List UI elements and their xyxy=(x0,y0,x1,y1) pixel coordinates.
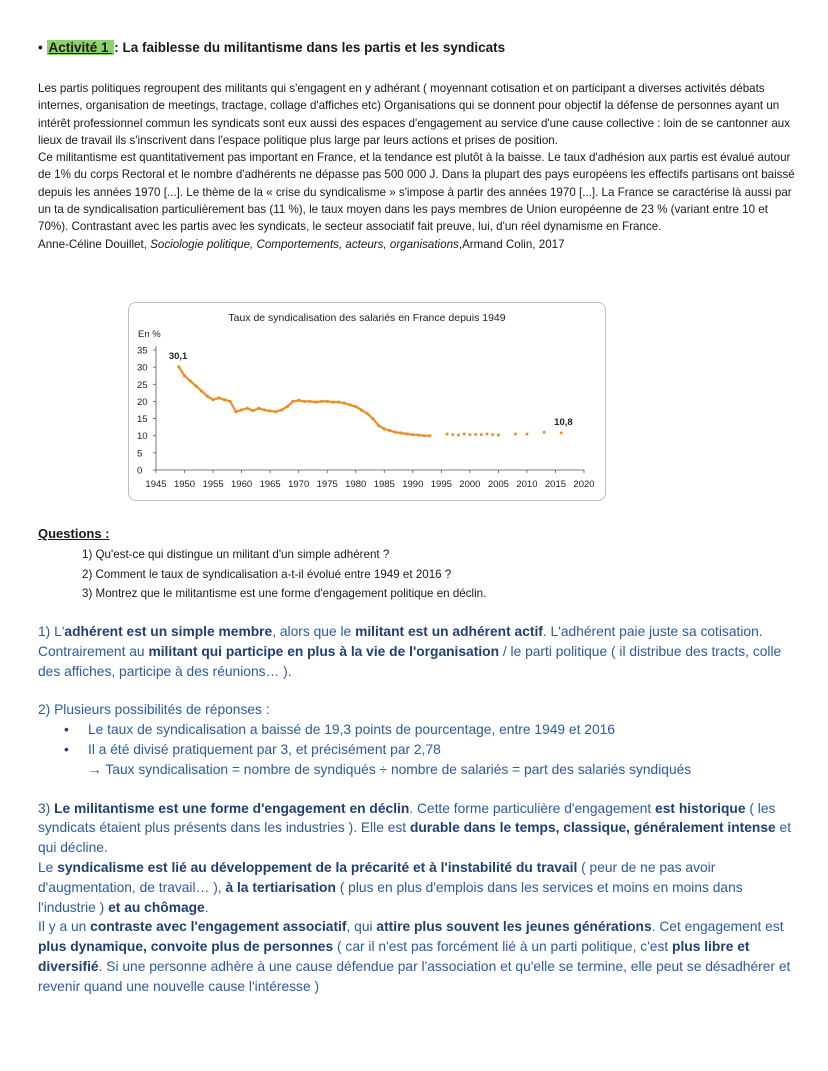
answer-2-list xyxy=(38,720,798,760)
intro-paragraph-1: Les partis politiques regroupent des militants qui s'engagent en y adhérant ( moyennant cotisation et on participant a diverses activités débats internes, organisation de meetings, tractage, collage d'affiches etc) Organisations qui se donnent pour objectif la défense de personnes ayant un intérêt professionnel commun les syndicats sont eux aussi des espaces d'engagement au service d'une cause collective : loin de se cantonner aux lieux de travail ils s'inscrivent dans l'espace politique plus large par leurs actions et prises de position. xyxy=(38,82,791,147)
data-label: 10,8 xyxy=(554,416,573,428)
answer-3c-bold-run: attire plus souvent les jeunes générations xyxy=(376,919,652,935)
x-tick-label: 1985 xyxy=(373,479,395,490)
answer-1-bold-run: adhérent est un simple membre xyxy=(64,624,273,639)
answer-3b-bold-run: syndicalisme est lié au développement de la précarité et à l'instabilité du travail xyxy=(57,859,578,875)
answer-2-formula: → Taux syndicalisation = nombre de syndiqués ÷ nombre de salariés = part des salariés syndiqués xyxy=(88,761,692,777)
data-point xyxy=(400,431,403,434)
x-tick-label: 2020 xyxy=(573,479,595,490)
answer-3b-run: Le xyxy=(38,859,58,875)
y-tick-label: 30 xyxy=(137,362,148,374)
data-point xyxy=(543,431,546,434)
data-point xyxy=(468,433,471,436)
x-tick-label: 1950 xyxy=(173,479,196,490)
data-point xyxy=(183,374,186,377)
answer-3-run: 3) xyxy=(38,800,55,816)
source-author: Anne-Céline Douillet, xyxy=(38,237,151,251)
data-point xyxy=(514,433,517,436)
data-point xyxy=(291,400,294,403)
answer-1-run: / le parti politique ( il distribue des tracts, colle des affiches, participe à des réunions… ). xyxy=(38,643,782,679)
data-point xyxy=(217,396,220,399)
data-point xyxy=(525,433,528,436)
y-tick-label: 5 xyxy=(137,448,143,460)
x-tick-label: 1975 xyxy=(316,479,338,490)
data-point xyxy=(206,395,209,398)
data-point xyxy=(246,407,249,410)
intro-text xyxy=(38,80,798,253)
answer-3-bold-run: durable dans le temps, classique, généralement intense xyxy=(409,820,776,836)
source-title: Sociologie politique, Comportements, acteurs, organisations xyxy=(150,237,459,251)
answer-3b-run: . xyxy=(204,899,209,915)
x-tick-label: 2000 xyxy=(459,479,481,490)
data-point xyxy=(223,398,226,401)
x-tick-label: 1945 xyxy=(145,479,167,490)
chart-svg xyxy=(129,303,605,500)
data-point xyxy=(200,390,203,393)
data-point xyxy=(497,434,500,437)
data-point xyxy=(314,401,317,404)
data-point xyxy=(405,432,408,435)
activity-title xyxy=(38,40,505,55)
y-tick-label: 35 xyxy=(137,345,148,357)
answer-3b-run: ( plus en plus d'emplois dans les services et moins en moins dans l'industrie ) xyxy=(38,879,743,915)
data-point xyxy=(337,401,340,404)
answer-1-run: . L'adhérent paie juste sa cotisation. Contrairement au xyxy=(38,624,763,659)
data-point xyxy=(354,405,357,408)
data-point xyxy=(428,434,431,437)
activity-label: Activité 1 xyxy=(48,40,113,55)
answer-3c-run: . Si une personne adhère à une cause défendue par l'association et qu'elle se termine, elle peut se désadhérer et revenir quand une nouvelle cause l'intéresse ) xyxy=(38,958,791,994)
data-point xyxy=(308,400,311,403)
data-point xyxy=(366,412,369,415)
source-citation xyxy=(38,236,798,253)
x-tick-label: 1970 xyxy=(288,479,310,490)
answer-2-bullet: • Le taux de syndicalisation a baissé de 19,3 points de pourcentage, entre 1949 et 2016 xyxy=(88,720,798,740)
title-bullet: • xyxy=(38,40,43,55)
answer-3b-bold-run: et au chômage xyxy=(108,899,205,915)
answer-3-bold-run: Le militantisme est une forme d'engagement en déclin xyxy=(54,800,410,816)
data-point xyxy=(474,433,477,436)
data-point xyxy=(263,408,266,411)
data-point xyxy=(229,400,232,403)
answer-3b-run: ( peur de ne pas avoir d'augmentation, de travail… ), xyxy=(38,859,716,895)
answer-3c-run: , qui xyxy=(346,919,377,935)
answer-3-paragraph-3 xyxy=(38,917,798,996)
data-point xyxy=(177,365,180,368)
data-point xyxy=(189,379,192,382)
answer-1 xyxy=(38,622,798,681)
answer-3-paragraph-2 xyxy=(38,858,798,917)
y-axis-label: En % xyxy=(138,329,161,340)
answer-1-run: , alors que le xyxy=(272,624,356,639)
data-point xyxy=(446,433,449,436)
answer-3-run: ( les syndicats étaient plus présents dans les industries ). Elle est xyxy=(38,800,776,836)
intro-paragraph-2: Ce militantisme est quantitativement pas important en France, et la tendance est plutôt à la baisse. Le taux d'adhésion aux partis est évalué autour de 1% du corps Rectoral et le nombre d'adhérents ne dépasse pas 500 000 J. Dans la plupart des pays européens les effectifs partisans ont baissé depuis les années 1970 [...]. Le thème de la « crise du syndicalisme » s'impose à partir des années 1970 [...]. La France se caractérise là aussi par un ta de syndicalisation particulièrement bas (11 %), le taux moyen dans les pays membres de Union européenne de 23 % (variant entre 10 et 70%). Contrastant avec les partis avec les syndicats, le secteur associatif fait preuve, lui, d'un réel dynamisme en France. xyxy=(38,151,795,234)
answer-3-run: et qui décline. xyxy=(38,820,792,856)
y-tick-label: 0 xyxy=(137,465,143,477)
answer-3c-bold-run: plus dynamique, convoite plus de personnes xyxy=(38,939,334,955)
question-item: 1) Qu'est-ce qui distingue un militant d'un simple adhérent ? xyxy=(82,548,390,561)
data-point xyxy=(234,410,237,413)
answers-section xyxy=(38,622,798,997)
data-point xyxy=(240,408,243,411)
x-tick-label: 2005 xyxy=(487,479,509,490)
data-label: 30,1 xyxy=(168,350,188,362)
data-point xyxy=(269,409,272,412)
x-tick-label: 1965 xyxy=(259,479,281,490)
y-tick-label: 20 xyxy=(137,396,148,408)
y-tick-label: 15 xyxy=(137,414,148,426)
question-item: 3) Montrez que le militantisme est une forme d'engagement politique en déclin. xyxy=(82,587,487,600)
x-tick-label: 1995 xyxy=(430,479,452,490)
data-point xyxy=(560,431,563,434)
questions-section xyxy=(38,526,798,604)
data-point xyxy=(343,402,346,405)
data-point xyxy=(383,427,386,430)
data-point xyxy=(331,401,334,404)
answer-1-run: 1) L' xyxy=(38,624,65,639)
answer-3-run: . Cette forme particulière d'engagement xyxy=(409,800,656,816)
data-point xyxy=(394,431,397,434)
data-point xyxy=(280,408,283,411)
source-publisher: ,Armand Colin, 2017 xyxy=(458,237,565,251)
data-point xyxy=(451,433,454,436)
answer-3c-bold-run: plus libre et diversifié xyxy=(38,939,750,974)
data-point xyxy=(211,398,214,401)
data-point xyxy=(303,400,306,403)
answer-3c-bold-run: contraste avec l'engagement associatif xyxy=(90,919,347,935)
data-point xyxy=(251,409,254,412)
answer-3c-run: . Cet engagement est xyxy=(651,919,784,935)
question-item: 2) Comment le taux de syndicalisation a-t-il évolué entre 1949 et 2016 ? xyxy=(82,567,452,581)
x-tick-label: 1960 xyxy=(231,479,253,490)
answer-1-bold-run: militant est un adhérent actif xyxy=(355,624,543,639)
questions-list xyxy=(38,545,798,604)
data-point xyxy=(377,424,380,427)
answer-2-intro: 2) Plusieurs possibilités de réponses : xyxy=(38,702,270,718)
data-point xyxy=(423,434,426,437)
x-tick-label: 1955 xyxy=(202,479,224,490)
answer-2-bullet: • Il a été divisé pratiquement par 3, et précisément par 2,78 xyxy=(88,740,798,760)
data-point xyxy=(388,429,391,432)
answer-3c-run: Il y a un xyxy=(38,919,91,935)
answer-3-bold-run: est historique xyxy=(655,800,746,816)
data-point xyxy=(274,410,277,413)
data-point xyxy=(360,408,363,411)
data-point xyxy=(286,405,289,408)
answer-1-bold-run: militant qui participe en plus à la vie de l'organisation xyxy=(148,643,500,659)
x-tick-label: 2010 xyxy=(516,479,538,490)
data-point xyxy=(417,433,420,436)
data-point xyxy=(348,403,351,406)
activity-title-text: : La faiblesse du militantisme dans les partis et les syndicats xyxy=(114,40,506,55)
answer-3 xyxy=(38,799,798,858)
data-point xyxy=(457,434,460,437)
data-point xyxy=(491,433,494,436)
answer-3c-run: ( car il n'est pas forcément lié à un parti politique, c'est xyxy=(333,939,673,955)
data-point xyxy=(326,400,329,403)
data-point xyxy=(463,433,466,436)
data-point xyxy=(371,417,374,420)
y-tick-label: 10 xyxy=(137,431,148,443)
data-point xyxy=(411,433,414,436)
x-tick-label: 1980 xyxy=(345,479,367,490)
chart-title: Taux de syndicalisation des salariés en France depuis 1949 xyxy=(228,312,506,324)
data-point xyxy=(194,384,197,387)
x-tick-label: 1990 xyxy=(402,479,424,490)
unionization-chart xyxy=(128,302,606,501)
data-point xyxy=(485,433,488,436)
data-point xyxy=(480,433,483,436)
y-tick-label: 25 xyxy=(137,379,148,391)
data-point xyxy=(257,407,260,410)
data-point xyxy=(320,400,323,403)
questions-heading: Questions : xyxy=(38,526,110,541)
x-tick-label: 2015 xyxy=(544,479,567,490)
data-point xyxy=(297,399,300,402)
answer-3b-bold-run: à la tertiarisation xyxy=(225,879,336,895)
